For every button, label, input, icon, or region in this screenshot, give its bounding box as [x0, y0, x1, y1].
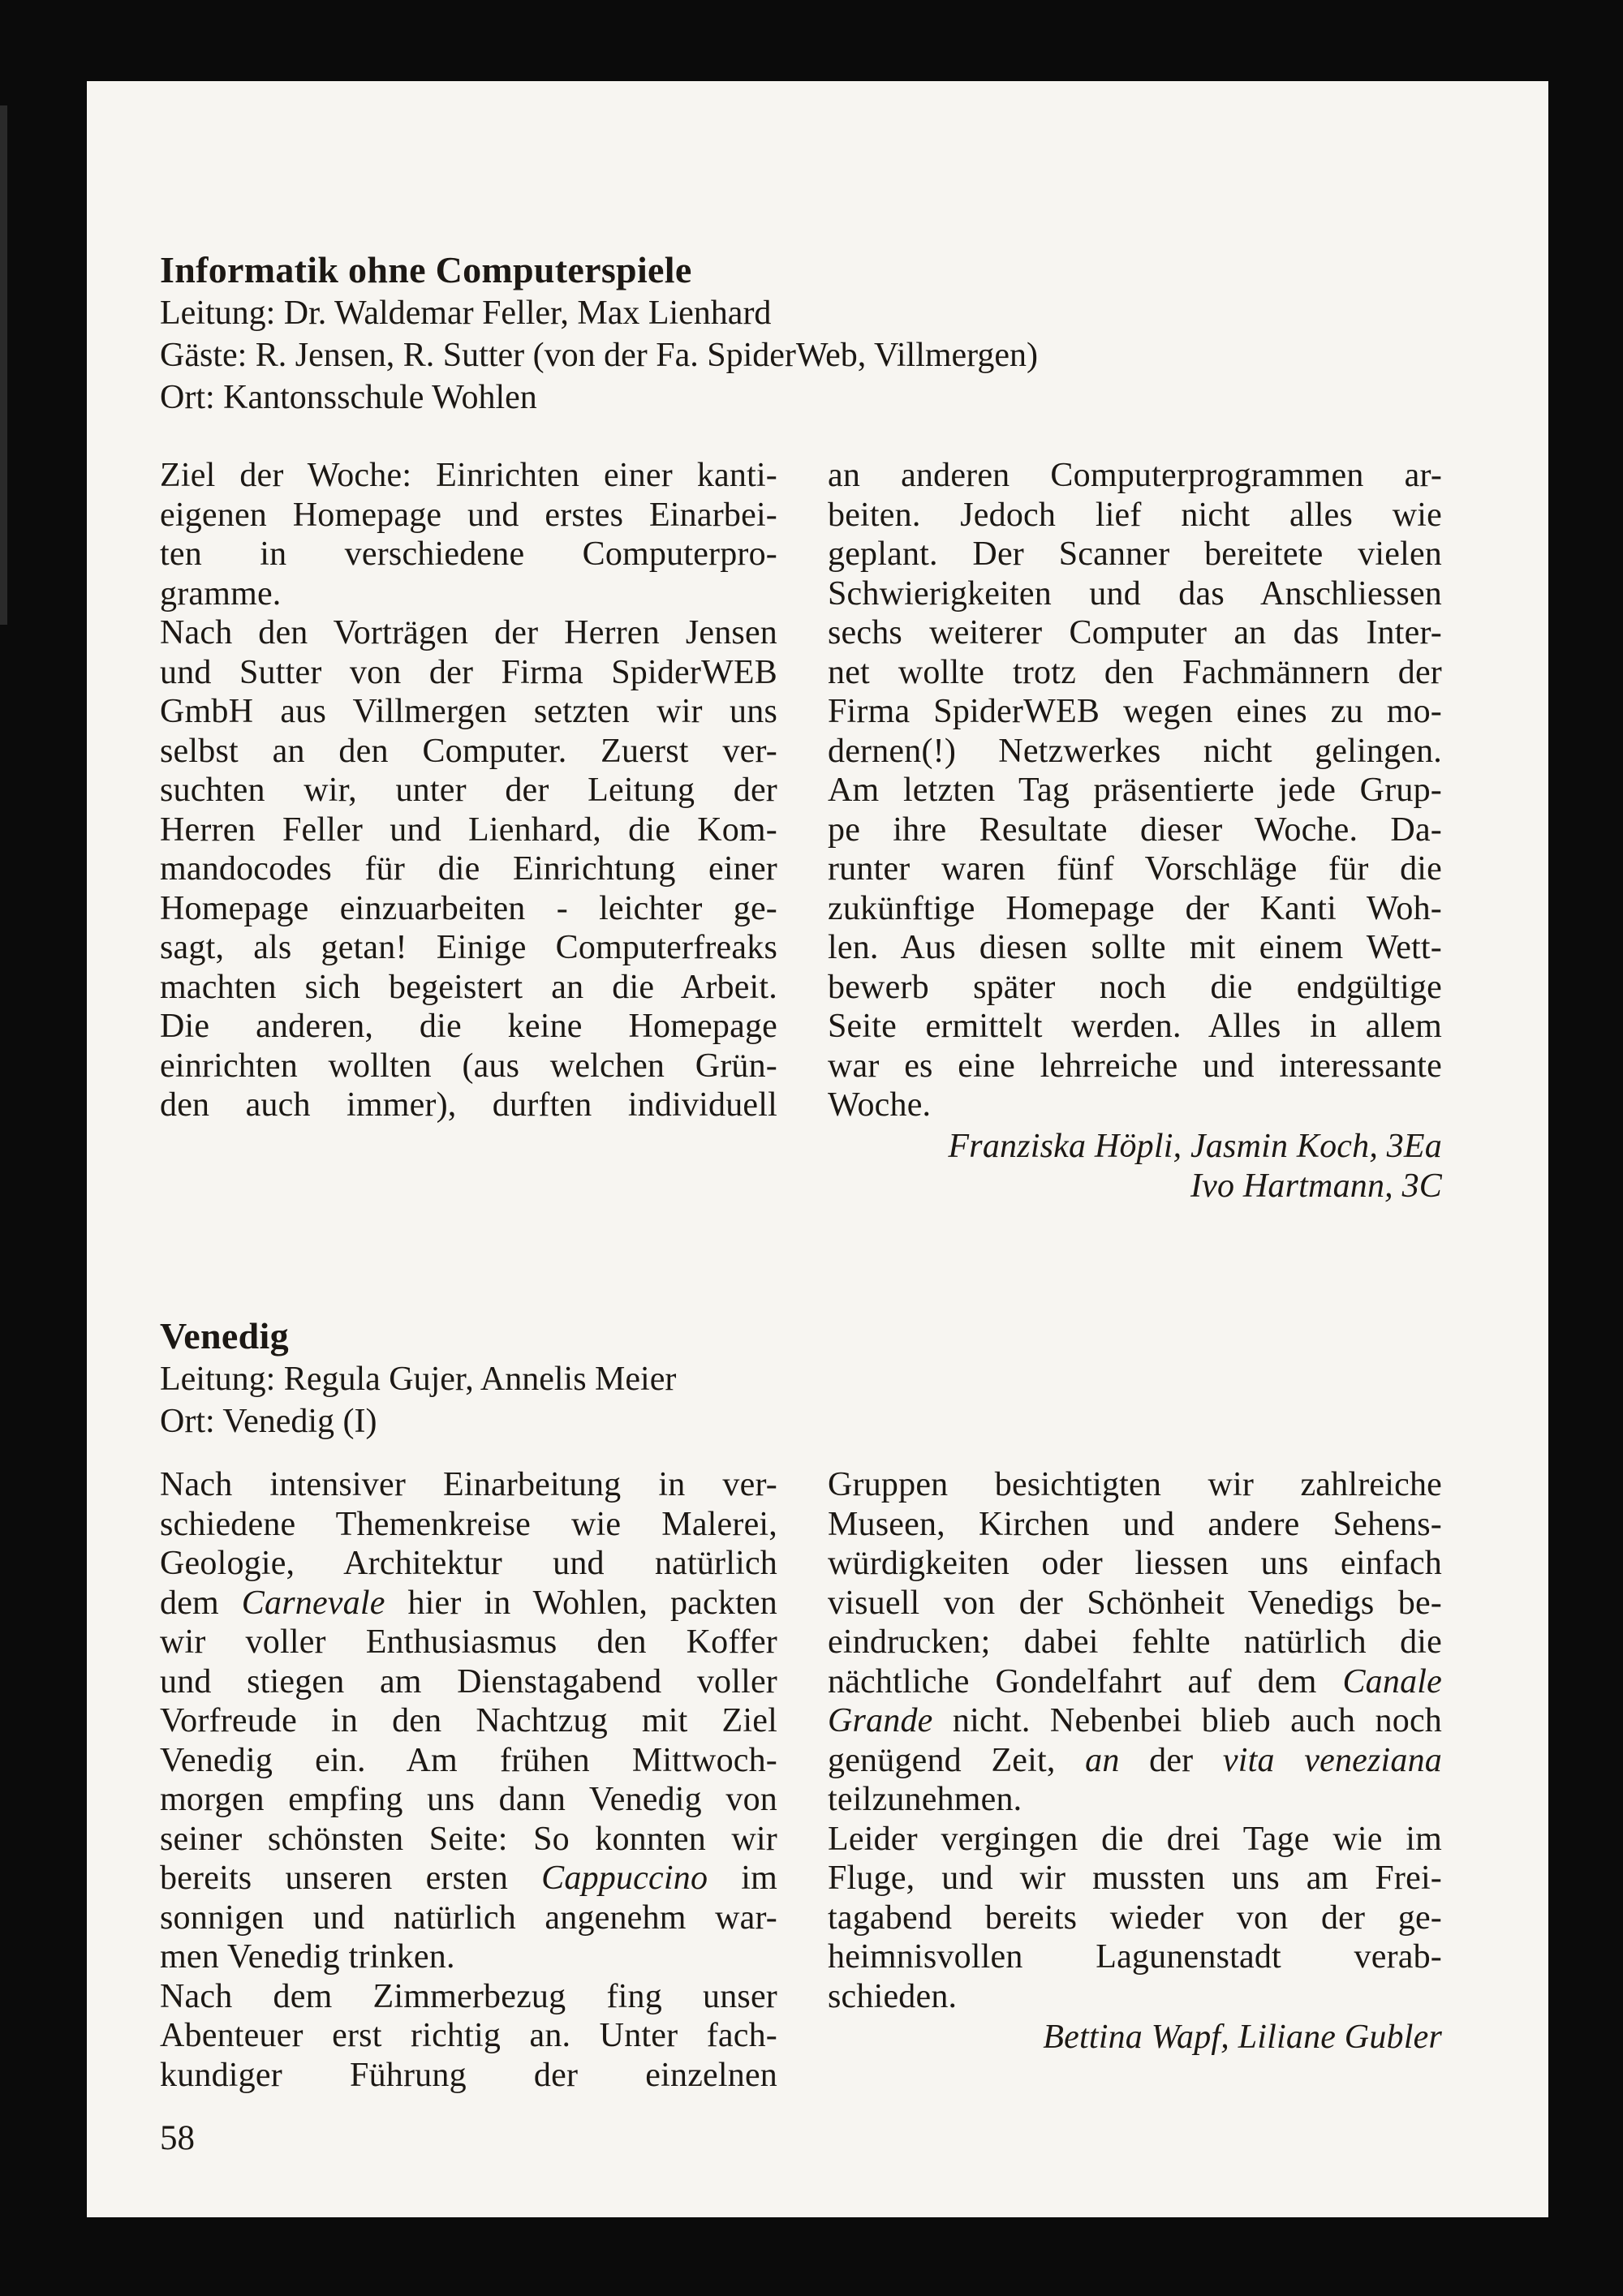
text-line: wir voller Enthusiasmus den Koffer — [160, 1623, 777, 1661]
text-line: Gruppen besichtigten wir zahlreiche — [828, 1466, 1442, 1503]
section-meta — [160, 1358, 1475, 1443]
text-line: Herren Feller und Lienhard, die Kom- — [160, 810, 777, 849]
text-line: Ivo Hartmann, 3C — [1190, 1167, 1442, 1205]
text-line: Seite ermittelt werden. Alles in allem — [828, 1008, 1442, 1045]
text-line: bereits unseren ersten Cappuccino im — [160, 1860, 777, 1897]
text-line: zukünftige Homepage der Kanti Woh- — [828, 889, 1442, 927]
text-line: men Venedig trinken. — [160, 1938, 455, 1976]
text-line: Franziska Höpli, Jasmin Koch, 3Ea — [948, 1127, 1442, 1165]
text-line: Woche. — [828, 1086, 932, 1124]
text-line: sechs weiterer Computer an das Inter- — [828, 614, 1442, 651]
text-line: bewerb später noch die endgültige — [828, 968, 1442, 1006]
text-line: Homepage einzuarbeiten - leichter ge- — [160, 889, 777, 927]
text-column-right — [828, 1465, 1442, 2057]
text-line: dernen(!) Netzwerkes nicht gelingen. — [828, 732, 1442, 770]
text-line: Nach intensiver Einarbeitung in ver- — [160, 1466, 777, 1503]
author-signature — [828, 1127, 1442, 1206]
text-line: seiner schönsten Seite: So konnten wir — [160, 1820, 777, 1858]
text-line: nächtliche Gondelfahrt auf dem Canale — [828, 1662, 1442, 1701]
document-page — [87, 81, 1548, 2217]
text-line: gramme. — [160, 574, 282, 613]
section-header-venedig — [160, 1314, 1475, 1443]
text-line: Schwierigkeiten und das Anschliessen — [828, 574, 1442, 613]
text-line: Leitung: Dr. Waldemar Feller, Max Lienhard — [160, 295, 772, 332]
text-line: sonnigen und natürlich angenehm war- — [160, 1898, 777, 1937]
column-body — [828, 456, 1442, 1125]
text-line: Leitung: Regula Gujer, Annelis Meier — [160, 1361, 677, 1398]
text-line: Bettina Wapf, Liliane Gubler — [1043, 2019, 1442, 2056]
text-line: net wollte trotz den Fachmännern der — [828, 653, 1442, 691]
text-line: Die anderen, die keine Homepage — [160, 1008, 777, 1045]
text-line: len. Aus diesen sollte mit einem Wett- — [828, 929, 1442, 966]
text-line: kundiger Führung der einzelnen — [160, 2056, 777, 2094]
text-line: einrichten wollten (aus welchen Grün- — [160, 1047, 777, 1085]
text-line: tagabend bereits wieder von der ge- — [828, 1898, 1442, 1937]
section-meta — [160, 292, 1475, 419]
author-signature — [828, 2018, 1442, 2057]
section-header-informatik — [160, 248, 1475, 419]
text-line: morgen empfing uns dann Venedig von — [160, 1781, 777, 1818]
text-line: an anderen Computerprogrammen ar- — [828, 457, 1442, 494]
text-line: geplant. Der Scanner bereitete vielen — [828, 535, 1442, 573]
text-line: visuell von der Schönheit Venedigs be- — [828, 1584, 1442, 1622]
text-line: schieden. — [828, 1977, 958, 2015]
text-line: war es eine lehrreiche und interessante — [828, 1047, 1442, 1085]
section-title: Informatik ohne Computerspiele — [160, 249, 692, 290]
text-column-right — [828, 456, 1442, 1206]
text-line: beiten. Jedoch lief nicht alles wie — [828, 496, 1442, 534]
text-line: eindrucken; dabei fehlte natürlich die — [828, 1623, 1442, 1661]
text-line: Am letzten Tag präsentierte jede Grup- — [828, 772, 1442, 809]
text-line: dem Carnevale hier in Wohlen, packten — [160, 1584, 777, 1622]
column-body — [828, 1465, 1442, 2016]
text-column-left — [160, 1465, 777, 2095]
text-line: Venedig ein. Am frühen Mittwoch- — [160, 1741, 777, 1779]
text-line: eigenen Homepage und erstes Einarbei- — [160, 496, 777, 534]
text-line: Firma SpiderWEB wegen eines zu mo- — [828, 693, 1442, 730]
two-column-text-informatik — [160, 456, 1442, 1206]
text-line: sagt, als getan! Einige Computerfreaks — [160, 929, 777, 966]
text-line: Ort: Venedig (I) — [160, 1403, 377, 1440]
text-column-left — [160, 456, 777, 1125]
text-line: würdigkeiten oder liessen uns einfach — [828, 1545, 1442, 1582]
section-title: Venedig — [160, 1315, 289, 1357]
text-line: GmbH aus Villmergen setzten wir uns — [160, 693, 777, 730]
text-line: ten in verschiedene Computerpro- — [160, 535, 777, 573]
text-line: runter waren fünf Vorschläge für die — [828, 850, 1442, 888]
text-line: Ziel der Woche: Einrichten einer kanti- — [160, 457, 777, 494]
text-line: Museen, Kirchen und andere Sehens- — [828, 1505, 1442, 1543]
text-line: heimnisvollen Lagunenstadt verab- — [828, 1938, 1442, 1976]
text-line: Nach dem Zimmerbezug fing unser — [160, 1977, 777, 2015]
text-line: Nach den Vorträgen der Herren Jensen — [160, 614, 777, 651]
text-line: selbst an den Computer. Zuerst ver- — [160, 732, 777, 770]
text-line: pe ihre Resultate dieser Woche. Da- — [828, 810, 1442, 849]
text-line: genügend Zeit, an der vita veneziana — [828, 1741, 1443, 1779]
scan-edge-artifact — [0, 105, 7, 625]
page-number: 58 — [160, 2119, 195, 2157]
text-line: teilzunehmen. — [828, 1781, 1022, 1818]
text-line: mandocodes für die Einrichtung einer — [160, 850, 777, 888]
text-line: machten sich begeistert an die Arbeit. — [160, 968, 777, 1006]
text-line: Leider vergingen die drei Tage wie im — [828, 1820, 1442, 1858]
text-line: Vorfreude in den Nachtzug mit Ziel — [160, 1702, 777, 1739]
text-line: Gäste: R. Jensen, R. Sutter (von der Fa. SpiderWeb, Villmergen) — [160, 337, 1039, 374]
text-line: und stiegen am Dienstagabend voller — [160, 1662, 777, 1701]
text-line: und Sutter von der Firma SpiderWEB — [160, 653, 777, 691]
text-line: Abenteuer erst richtig an. Unter fach- — [160, 2017, 777, 2054]
text-line: schiedene Themenkreise wie Malerei, — [160, 1505, 777, 1543]
text-line: Ort: Kantonsschule Wohlen — [160, 379, 537, 416]
two-column-text-venedig — [160, 1465, 1442, 2095]
text-line: den auch immer), durften individuell — [160, 1086, 777, 1124]
text-line: Geologie, Architektur und natürlich — [160, 1545, 777, 1582]
text-line: suchten wir, unter der Leitung der — [160, 772, 777, 809]
text-line: Fluge, und wir mussten uns am Frei- — [828, 1860, 1442, 1897]
text-line: Grande nicht. Nebenbei blieb auch noch — [828, 1702, 1442, 1739]
